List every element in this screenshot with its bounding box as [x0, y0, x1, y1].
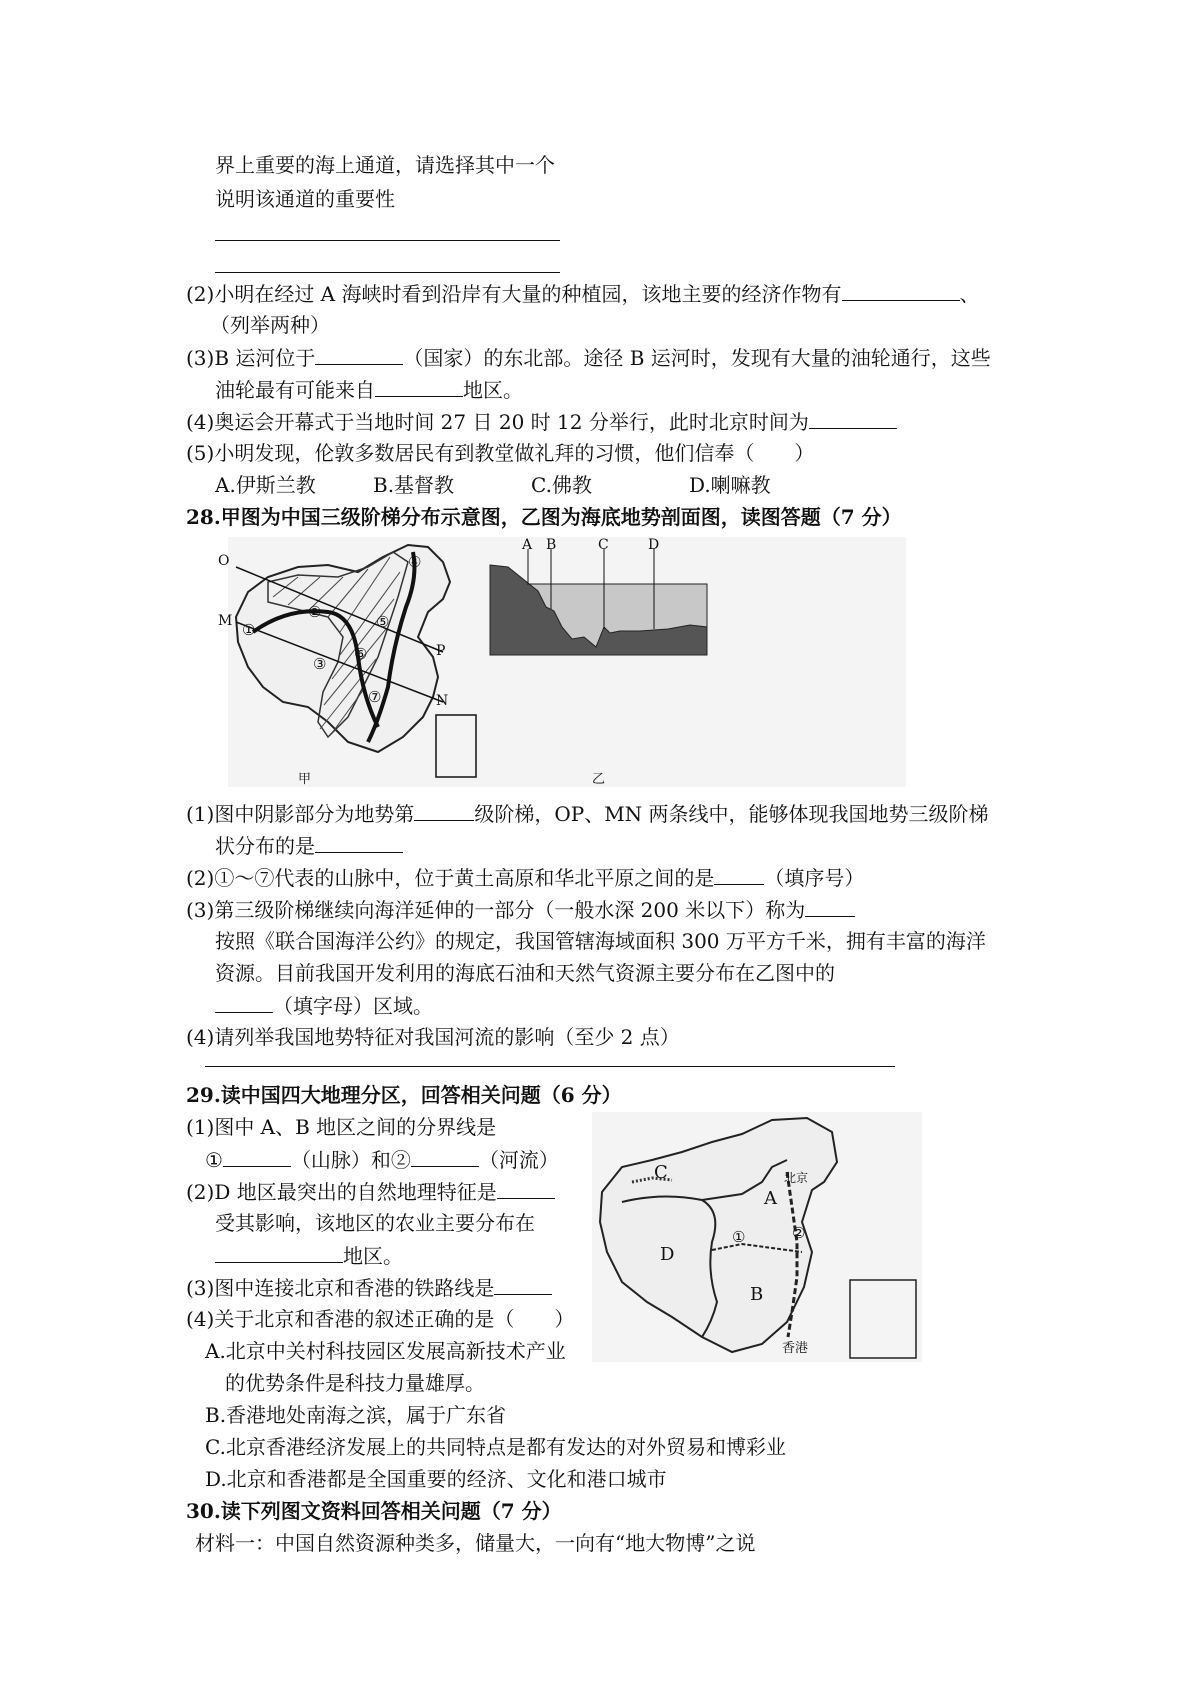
question-text: (3)B 运河位于 — [186, 346, 316, 370]
answer-line[interactable] — [215, 272, 560, 273]
question-text: (3)图中连接北京和香港的铁路线是 — [186, 1276, 495, 1300]
q29-part1: (1)图中 A、B 地区之间的分界线是 — [186, 1115, 497, 1139]
profile-label-B: B — [546, 537, 557, 553]
question-text: (1)图中阴影部分为地势第 — [186, 802, 415, 826]
question-text: (2)小明在经过 A 海峡时看到沿岸有大量的种植园，该地主要的经济作物有 — [186, 282, 842, 306]
map-label-1: ① — [732, 1228, 746, 1246]
map-label-N: N — [436, 693, 449, 709]
south-china-sea-inset — [436, 715, 476, 777]
q28-part2 — [186, 864, 864, 891]
caption-yi: 乙 — [592, 772, 606, 787]
map-label-2: ② — [792, 1224, 806, 1242]
question-text: 油轮最有可能来自 — [215, 378, 375, 402]
q29-heading: 29.读中国四大地理分区，回答相关问题（6 分） — [186, 1083, 622, 1107]
map-label-5: ⑤ — [376, 613, 390, 631]
q29-figure — [592, 1112, 922, 1362]
caption-jia: 甲 — [298, 772, 312, 787]
q27-part2-note: （列举两种） — [210, 313, 330, 337]
question-text: （填字母）区域。 — [273, 994, 433, 1018]
q28-part3-cont1: 按照《联合国海洋公约》的规定，我国管辖海域面积 300 万平方千米，拥有丰富的海洋 — [215, 929, 986, 953]
profile-label-D: D — [648, 537, 660, 553]
answer-blank[interactable] — [414, 800, 474, 821]
answer-blank[interactable] — [411, 1146, 479, 1167]
option-b[interactable]: B.基督教 — [373, 473, 455, 497]
region-label-B: B — [750, 1284, 764, 1305]
map-label-7: ⑦ — [368, 688, 382, 706]
q29-part2-cont2 — [215, 1242, 403, 1269]
answer-blank[interactable] — [842, 280, 960, 301]
q28-part1-cont — [215, 832, 403, 859]
q29-part2-cont: 受其影响，该地区的农业主要分布在 — [215, 1211, 535, 1235]
q29-option-a[interactable]: A.北京中关村科技园区发展高新技术产业 — [205, 1339, 566, 1363]
q30-heading: 30.读下列图文资料回答相关问题（7 分） — [186, 1499, 562, 1523]
map-label-6: ⑥ — [354, 645, 368, 663]
question-text: 级阶梯，OP、MN 两条线中，能够体现我国地势三级阶梯 — [474, 802, 989, 826]
map-label-O: O — [218, 553, 230, 569]
seabed-profile — [490, 537, 707, 787]
answer-blank[interactable] — [215, 992, 273, 1013]
q27-cont-line2: 说明该通道的重要性 — [215, 187, 395, 211]
south-china-sea-inset — [850, 1280, 916, 1358]
option-d[interactable]: D.喇嘛教 — [689, 473, 771, 497]
question-text: 地区。 — [463, 378, 523, 402]
answer-blank[interactable] — [315, 832, 403, 853]
question-text: (2)D 地区最突出的自然地理特征是 — [186, 1180, 497, 1204]
region-label-A: A — [764, 1188, 777, 1209]
answer-blank[interactable] — [223, 1146, 291, 1167]
region-label-D: D — [660, 1244, 675, 1265]
answer-blank[interactable] — [315, 344, 403, 365]
question-text: （河流） — [478, 1148, 559, 1172]
q27-part3 — [186, 344, 991, 371]
q30-material1: 材料一：中国自然资源种类多，储量大，一向有“地大物博”之说 — [195, 1531, 756, 1555]
q28-part3 — [186, 896, 855, 923]
answer-blank[interactable] — [714, 864, 764, 885]
answer-blank[interactable] — [494, 1274, 552, 1295]
answer-blank[interactable] — [805, 896, 855, 917]
q27-part2 — [186, 280, 980, 307]
q27-part5: (5)小明发现，伦敦多数居民有到教堂做礼拜的习惯，他们信奉（ ） — [186, 441, 815, 465]
q29-option-c[interactable]: C.北京香港经济发展上的共同特点是都有发达的对外贸易和博彩业 — [205, 1435, 786, 1459]
question-text: (3)第三级阶梯继续向海洋延伸的一部分（一般水深 200 米以下）称为 — [186, 898, 806, 922]
question-text: （山脉）和② — [290, 1148, 411, 1172]
q28-figure — [218, 537, 906, 787]
answer-line[interactable] — [215, 240, 560, 241]
profile-label-C: C — [598, 537, 609, 553]
q27-part5-options — [215, 472, 819, 498]
q27-part3-cont — [215, 376, 523, 403]
profile-label-A: A — [522, 537, 533, 553]
q28-part3-cont2: 资源。目前我国开发利用的海底石油和天然气资源主要分布在乙图中的 — [215, 961, 835, 985]
option-c[interactable]: C.佛教 — [531, 473, 592, 497]
option-a[interactable]: A.伊斯兰教 — [215, 473, 316, 497]
q27-cont-line1: 界上重要的海上通道，请选择其中一个 — [215, 153, 555, 177]
city-label-beijing: 北京 — [784, 1171, 809, 1185]
q29-region-map — [592, 1112, 922, 1362]
question-text: 状分布的是 — [215, 834, 315, 858]
q29-option-b[interactable]: B.香港地处南海之滨，属于广东省 — [205, 1403, 507, 1427]
q28-heading: 28.甲图为中国三级阶梯分布示意图，乙图为海底地势剖面图，读图答题（7 分） — [186, 505, 902, 529]
map-label-2: ② — [308, 603, 322, 621]
answer-line[interactable] — [205, 1066, 895, 1067]
q29-part4: (4)关于北京和香港的叙述正确的是（ ） — [186, 1307, 575, 1331]
answer-blank[interactable] — [809, 408, 897, 429]
q28-part3-cont3 — [215, 992, 433, 1019]
map-label-P: P — [436, 643, 446, 659]
answer-blank[interactable] — [497, 1178, 555, 1199]
region-label-C: C — [654, 1162, 668, 1183]
q29-part3 — [186, 1274, 552, 1301]
q28-part4: (4)请列举我国地势特征对我国河流的影响（至少 2 点） — [186, 1025, 680, 1049]
answer-blank[interactable] — [375, 376, 463, 397]
map-label-1: ① — [242, 621, 256, 639]
q28-part1 — [186, 800, 989, 827]
map-label-M: M — [218, 613, 233, 629]
q29-option-d[interactable]: D.北京和香港都是全国重要的经济、文化和港口城市 — [205, 1467, 667, 1491]
china-terrain-map — [218, 545, 476, 787]
q29-part1-cont — [205, 1146, 559, 1173]
question-text: （国家）的东北部。途径 B 运河时，发现有大量的油轮通行，这些 — [403, 346, 991, 370]
q28-figure-svg — [218, 537, 906, 787]
city-label-hongkong: 香港 — [782, 1341, 809, 1356]
question-text: (2)①～⑦代表的山脉中，位于黄土高原和华北平原之间的是 — [186, 866, 715, 890]
question-text: ① — [205, 1148, 223, 1172]
q29-part2 — [186, 1178, 555, 1205]
map-label-4: ④ — [408, 553, 422, 571]
map-label-3: ③ — [313, 655, 327, 673]
question-text: 、 — [959, 282, 980, 306]
question-text: （填序号） — [764, 866, 865, 890]
question-text: 地区。 — [343, 1244, 403, 1268]
question-text: (4)奥运会开幕式于当地时间 27 日 20 时 12 分举行，此时北京时间为 — [186, 410, 809, 434]
answer-blank[interactable] — [215, 1242, 343, 1263]
q29-option-a-cont: 的优势条件是科技力量雄厚。 — [225, 1371, 485, 1395]
q27-part4 — [186, 408, 897, 435]
